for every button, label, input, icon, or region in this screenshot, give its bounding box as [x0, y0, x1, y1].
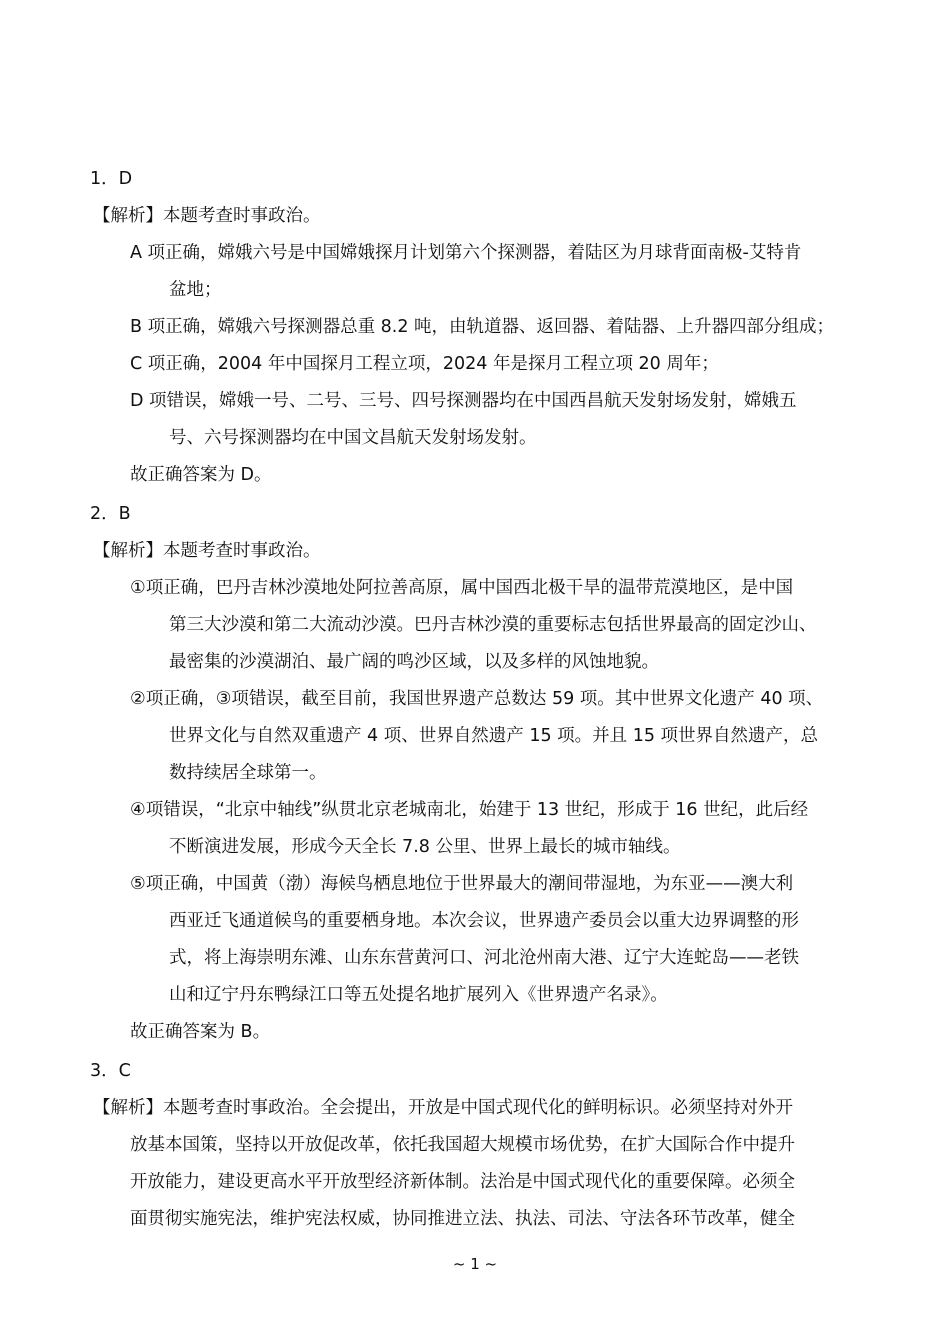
page-number: ~ 1 ~	[452, 1255, 498, 1273]
q1-option-a-line2: 盆地；	[169, 280, 222, 300]
q1-option-a-line1: A 项正确，嫦娥六号是中国嫦娥探月计划第六个探测器，着陆区为月球背面南极-艾特肯	[130, 243, 802, 263]
q2-item1-line3: 最密集的沙漠湖泊、最广阔的鸣沙区域，以及多样的风蚀地貌。	[169, 652, 659, 672]
q2-item5-line3: 式，将上海崇明东滩、山东东营黄河口、河北沧州南大港、辽宁大连蛇岛——老铁	[169, 948, 799, 968]
q1-option-c: C 项正确，2004 年中国探月工程立项，2024 年是探月工程立项 20 周年；	[130, 354, 719, 374]
q2-item2-line3: 数持续居全球第一。	[169, 763, 327, 783]
q2-item2-line2: 世界文化与自然双重遗产 4 项、世界自然遗产 15 项。并且 15 项世界自然遗产，总	[169, 726, 819, 746]
q3-analysis-line2: 放基本国策，坚持以开放促改革，依托我国超大规模市场优势，在扩大国际合作中提升	[130, 1135, 795, 1155]
q2-item1-line2: 第三大沙漠和第二大流动沙漠。巴丹吉林沙漠的重要标志包括世界最高的固定沙山、	[169, 615, 817, 635]
q3-analysis-line4: 面贯彻实施宪法，维护宪法权威，协同推进立法、执法、司法、守法各环节改革，健全	[130, 1209, 795, 1229]
q2-answer: 故正确答案为 B。	[130, 1022, 271, 1042]
q1-analysis-heading: 【解析】本题考查时事政治。	[93, 206, 321, 226]
q1-number: 1．D	[90, 169, 133, 189]
q2-number: 2．B	[90, 504, 131, 524]
q3-number: 3．C	[90, 1061, 131, 1081]
q2-item5-line1: ⑤项正确，中国黄（渤）海候鸟栖息地位于世界最大的潮间带湿地，为东亚——澳大利	[130, 874, 794, 894]
q2-item5-line4: 山和辽宁丹东鸭绿江口等五处提名地扩展列入《世界遗产名录》。	[169, 985, 668, 1005]
q2-analysis-heading: 【解析】本题考查时事政治。	[93, 541, 321, 561]
q3-analysis-line1: 【解析】本题考查时事政治。全会提出，开放是中国式现代化的鲜明标识。必须坚持对外开	[93, 1098, 793, 1118]
q2-item2-line1: ②项正确，③项错误，截至目前，我国世界遗产总数达 59 项。其中世界文化遗产 40 项、	[130, 689, 824, 709]
q1-option-b: B 项正确，嫦娥六号探测器总重 8.2 吨，由轨道器、返回器、着陆器、上升器四部分组成；	[130, 317, 835, 337]
q2-item5-line2: 西亚迁飞通道候鸟的重要栖身地。本次会议，世界遗产委员会以重大边界调整的形	[169, 911, 799, 931]
q1-option-d-line2: 号、六号探测器均在中国文昌航天发射场发射。	[169, 428, 537, 448]
q2-item1-line1: ①项正确，巴丹吉林沙漠地处阿拉善高原，属中国西北极干旱的温带荒漠地区，是中国	[130, 578, 794, 598]
q1-answer: 故正确答案为 D。	[130, 465, 272, 485]
q2-item4-line1: ④项错误，“北京中轴线”纵贯北京老城南北，始建于 13 世纪，形成于 16 世纪，此后经	[130, 800, 809, 820]
q2-item4-line2: 不断演进发展，形成今天全长 7.8 公里、世界上最长的城市轴线。	[169, 837, 681, 857]
q3-analysis-line3: 开放能力，建设更高水平开放型经济新体制。法治是中国式现代化的重要保障。必须全	[130, 1172, 795, 1192]
q1-option-d-line1: D 项错误，嫦娥一号、二号、三号、四号探测器均在中国西昌航天发射场发射，嫦娥五	[130, 391, 797, 411]
